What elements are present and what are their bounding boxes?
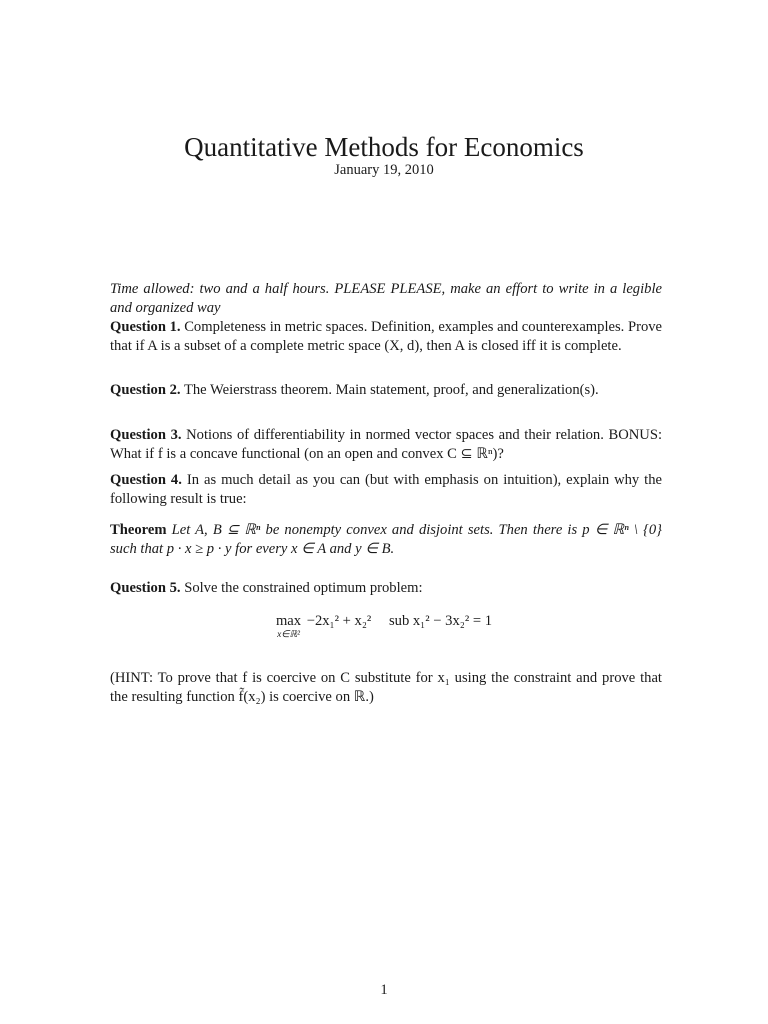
question-3: [110, 426, 662, 464]
exam-instructions: Time allowed: two and a half hours. PLEASE PLEASE, make an effort to write in a legible and organized way: [110, 280, 662, 316]
question-4-label: Question 4.: [110, 472, 182, 488]
question-2: [110, 381, 662, 400]
hint-text: (HINT: To prove that f is coercive on C substitute for x₁ using the constraint and prove that the resulting function f̃(x₂) is coercive on ℝ.): [110, 669, 662, 705]
constraint-expression: sub x₁² − 3x₂² = 1: [388, 613, 493, 629]
question-2-text: The Weierstrass theorem. Main statement, proof, and generalization(s).: [183, 382, 599, 398]
question-5-label: Question 5.: [110, 580, 181, 596]
question-1-text: Completeness in metric spaces. Definition, examples and counterexamples. Prove that if A is a subset of a complete metric space (X, d), then A is closed iff it is complete.: [110, 319, 663, 354]
question-5: [110, 579, 662, 598]
max-operator-subscript: x∈ℝ²: [277, 630, 300, 640]
question-5-text: Solve the constrained optimum problem:: [184, 580, 423, 596]
theorem-label: Theorem: [110, 522, 167, 538]
question-4-text: In as much detail as you can (but with emphasis on intuition), explain why the following result is true:: [110, 472, 663, 507]
max-operator: [276, 612, 301, 640]
page-number: 1: [380, 982, 388, 998]
question-3-label: Question 3.: [110, 427, 182, 443]
question-4: [110, 471, 662, 509]
document-title: Quantitative Methods for Economics: [184, 132, 584, 162]
optimization-formula: [0, 612, 768, 640]
objective-expression: −2x₁² + x₂²: [306, 613, 372, 629]
max-operator-symbol: max: [275, 613, 302, 629]
document-date: January 19, 2010: [334, 162, 434, 178]
question-2-label: Question 2.: [110, 382, 181, 398]
question-3-text: Notions of differentiability in normed vector spaces and their relation. BONUS: What if f is a concave functional (on an open and convex C ⊆ ℝⁿ)?: [110, 427, 663, 462]
question-1: [110, 318, 662, 356]
theorem: [110, 521, 662, 559]
theorem-text: Let A, B ⊆ ℝⁿ be nonempty convex and disjoint sets. Then there is p ∈ ℝⁿ \ {0} such that p · x ≥ p · y for every x ∈ A and y ∈ B.: [110, 522, 662, 557]
question-1-label: Question 1.: [110, 319, 181, 335]
